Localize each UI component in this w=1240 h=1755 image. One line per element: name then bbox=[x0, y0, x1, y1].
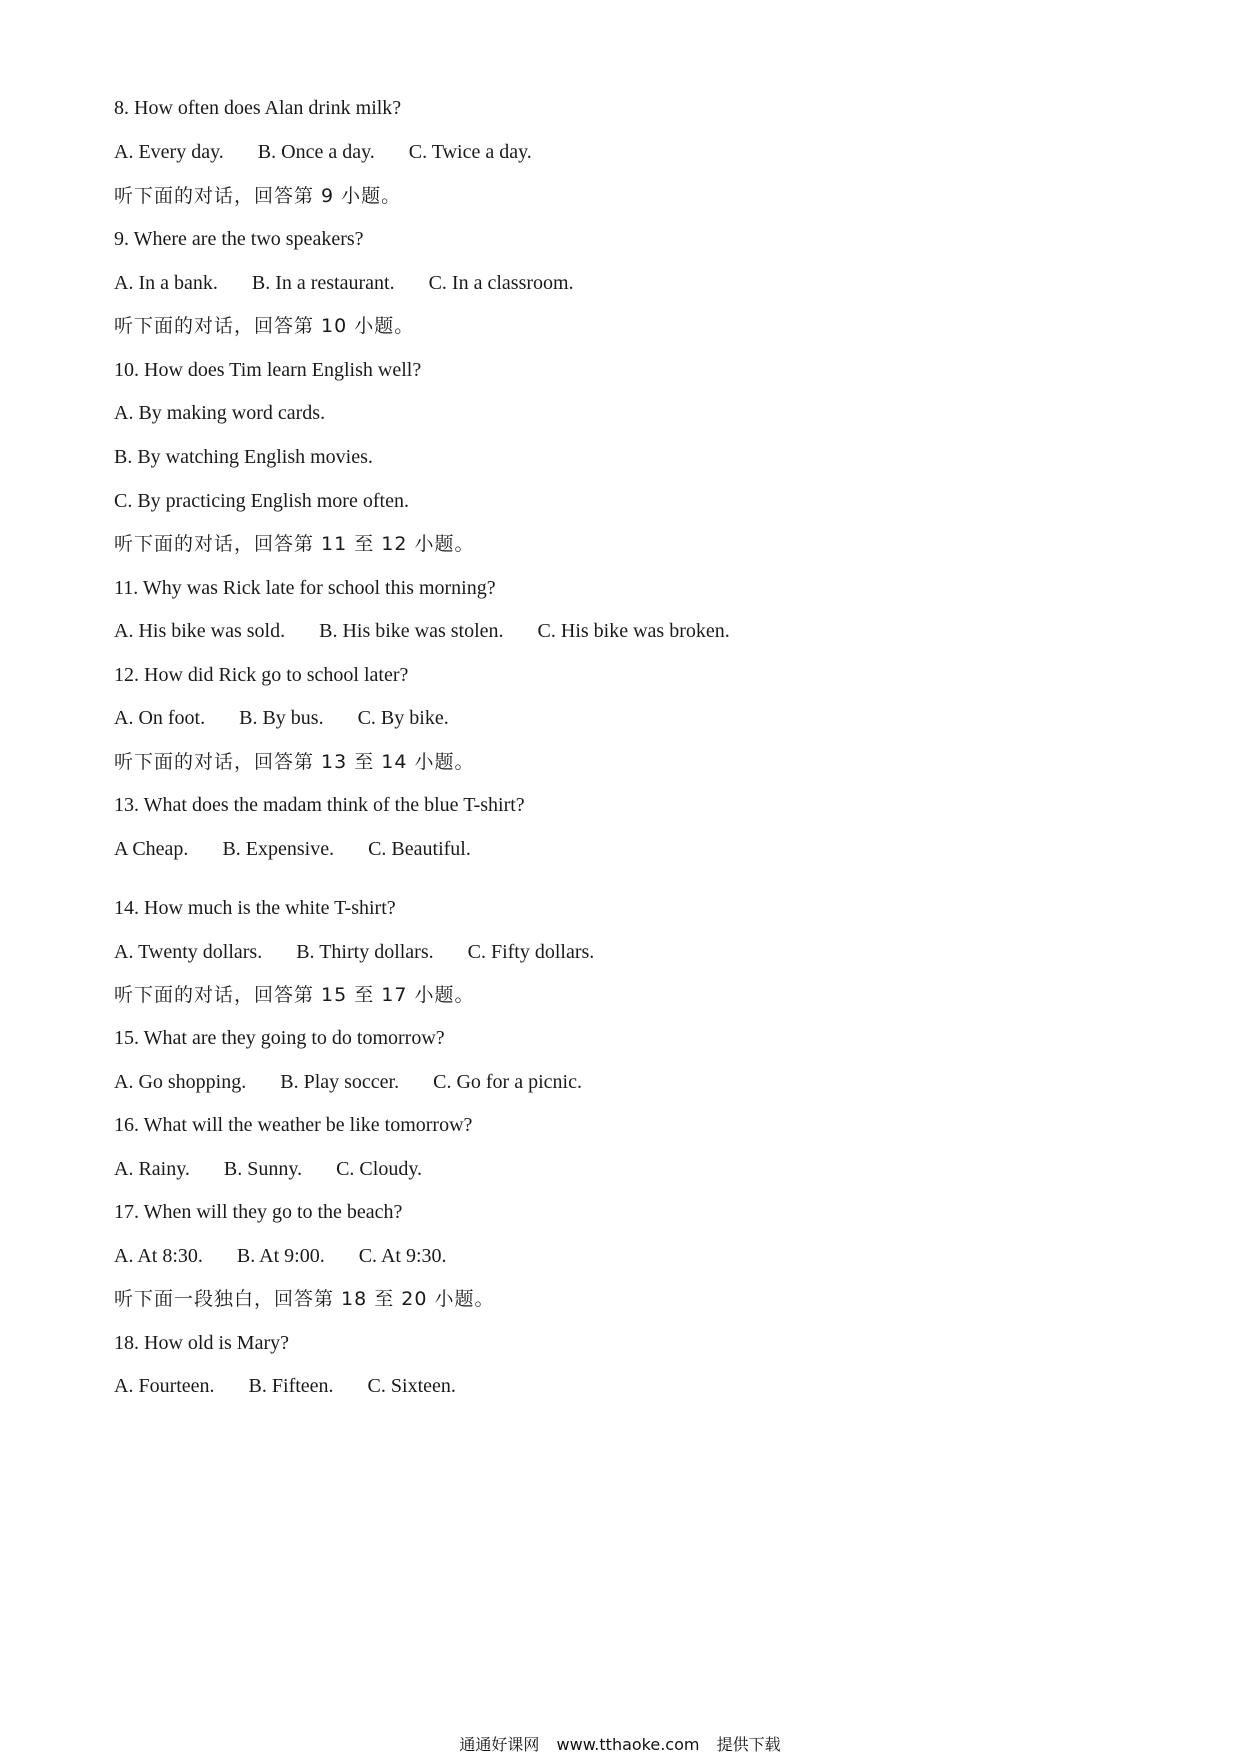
answer-options-row bbox=[114, 706, 483, 730]
answer-option: C. By bike. bbox=[357, 707, 449, 729]
answer-option: A. Go shopping. bbox=[114, 1071, 247, 1093]
section-instruction: 听下面的对话，回答第 11 至 12 小题。 bbox=[114, 533, 475, 555]
answer-option: C. His bike was broken. bbox=[537, 620, 730, 642]
answer-option: A. Every day. bbox=[114, 141, 224, 163]
section-instruction: 听下面的对话，回答第 9 小题。 bbox=[114, 185, 402, 207]
question-text: 15. What are they going to do tomorrow? bbox=[114, 1027, 445, 1049]
answer-option: A Cheap. bbox=[114, 838, 189, 860]
answer-option: C. Beautiful. bbox=[368, 838, 471, 860]
answer-option: C. Sixteen. bbox=[367, 1375, 456, 1397]
question-text: 11. Why was Rick late for school this morning? bbox=[114, 577, 496, 599]
footer-site-name: 通通好课网 bbox=[459, 1735, 540, 1754]
answer-option: C. Cloudy. bbox=[336, 1158, 423, 1180]
question-text: A. By making word cards. bbox=[114, 402, 326, 424]
page-footer bbox=[0, 1732, 1240, 1755]
answer-option: B. Sunny. bbox=[223, 1158, 303, 1180]
answer-options-row bbox=[114, 1070, 616, 1094]
question-text: 9. Where are the two speakers? bbox=[114, 228, 364, 250]
question-text: 18. How old is Mary? bbox=[114, 1332, 289, 1354]
answer-option: C. Fifty dollars. bbox=[467, 941, 595, 963]
answer-option: B. Expensive. bbox=[222, 838, 335, 860]
question-text: 14. How much is the white T-shirt? bbox=[114, 897, 396, 919]
answer-options-row bbox=[114, 619, 764, 643]
answer-option: B. Once a day. bbox=[257, 141, 375, 163]
answer-option: C. Go for a picnic. bbox=[433, 1071, 582, 1093]
answer-option: B. His bike was stolen. bbox=[319, 620, 504, 642]
answer-options-row bbox=[114, 837, 505, 861]
footer-note: 提供下载 bbox=[716, 1735, 781, 1754]
answer-option: C. Twice a day. bbox=[408, 141, 532, 163]
answer-options-row bbox=[114, 1157, 456, 1181]
answer-option: C. In a classroom. bbox=[428, 272, 574, 294]
question-text: 16. What will the weather be like tomorrow? bbox=[114, 1114, 473, 1136]
section-instruction: 听下面的对话，回答第 13 至 14 小题。 bbox=[114, 751, 475, 773]
answer-option: B. Fifteen. bbox=[248, 1375, 334, 1397]
answer-option: A. In a bank. bbox=[114, 272, 218, 294]
question-text: 10. How does Tim learn English well? bbox=[114, 359, 422, 381]
answer-options-row bbox=[114, 140, 566, 164]
answer-options-row bbox=[114, 940, 628, 964]
answer-option: B. At 9:00. bbox=[236, 1245, 325, 1267]
footer-url: www.tthaoke.com bbox=[556, 1735, 700, 1754]
question-text: 12. How did Rick go to school later? bbox=[114, 664, 409, 686]
answer-option: B. Thirty dollars. bbox=[296, 941, 434, 963]
answer-options-row bbox=[114, 1244, 481, 1268]
answer-option: B. In a restaurant. bbox=[251, 272, 395, 294]
question-text: 8. How often does Alan drink milk? bbox=[114, 97, 402, 119]
section-instruction: 听下面的对话，回答第 10 小题。 bbox=[114, 315, 415, 337]
answer-option: A. At 8:30. bbox=[114, 1245, 203, 1267]
section-instruction: 听下面一段独白，回答第 18 至 20 小题。 bbox=[114, 1288, 495, 1310]
answer-option: A. Fourteen. bbox=[114, 1375, 215, 1397]
answer-option: A. Rainy. bbox=[114, 1158, 190, 1180]
answer-option: B. Play soccer. bbox=[280, 1071, 400, 1093]
answer-option: A. Twenty dollars. bbox=[114, 941, 263, 963]
answer-option: C. At 9:30. bbox=[358, 1245, 447, 1267]
question-text: 17. When will they go to the beach? bbox=[114, 1201, 403, 1223]
answer-option: A. On foot. bbox=[114, 707, 206, 729]
question-text: B. By watching English movies. bbox=[114, 446, 373, 468]
answer-options-row bbox=[114, 1374, 490, 1398]
section-instruction: 听下面的对话，回答第 15 至 17 小题。 bbox=[114, 984, 475, 1006]
answer-option: A. His bike was sold. bbox=[114, 620, 286, 642]
question-text: C. By practicing English more often. bbox=[114, 490, 409, 512]
question-text: 13. What does the madam think of the blue T-shirt? bbox=[114, 794, 525, 816]
answer-option: B. By bus. bbox=[239, 707, 324, 729]
answer-options-row bbox=[114, 271, 608, 295]
